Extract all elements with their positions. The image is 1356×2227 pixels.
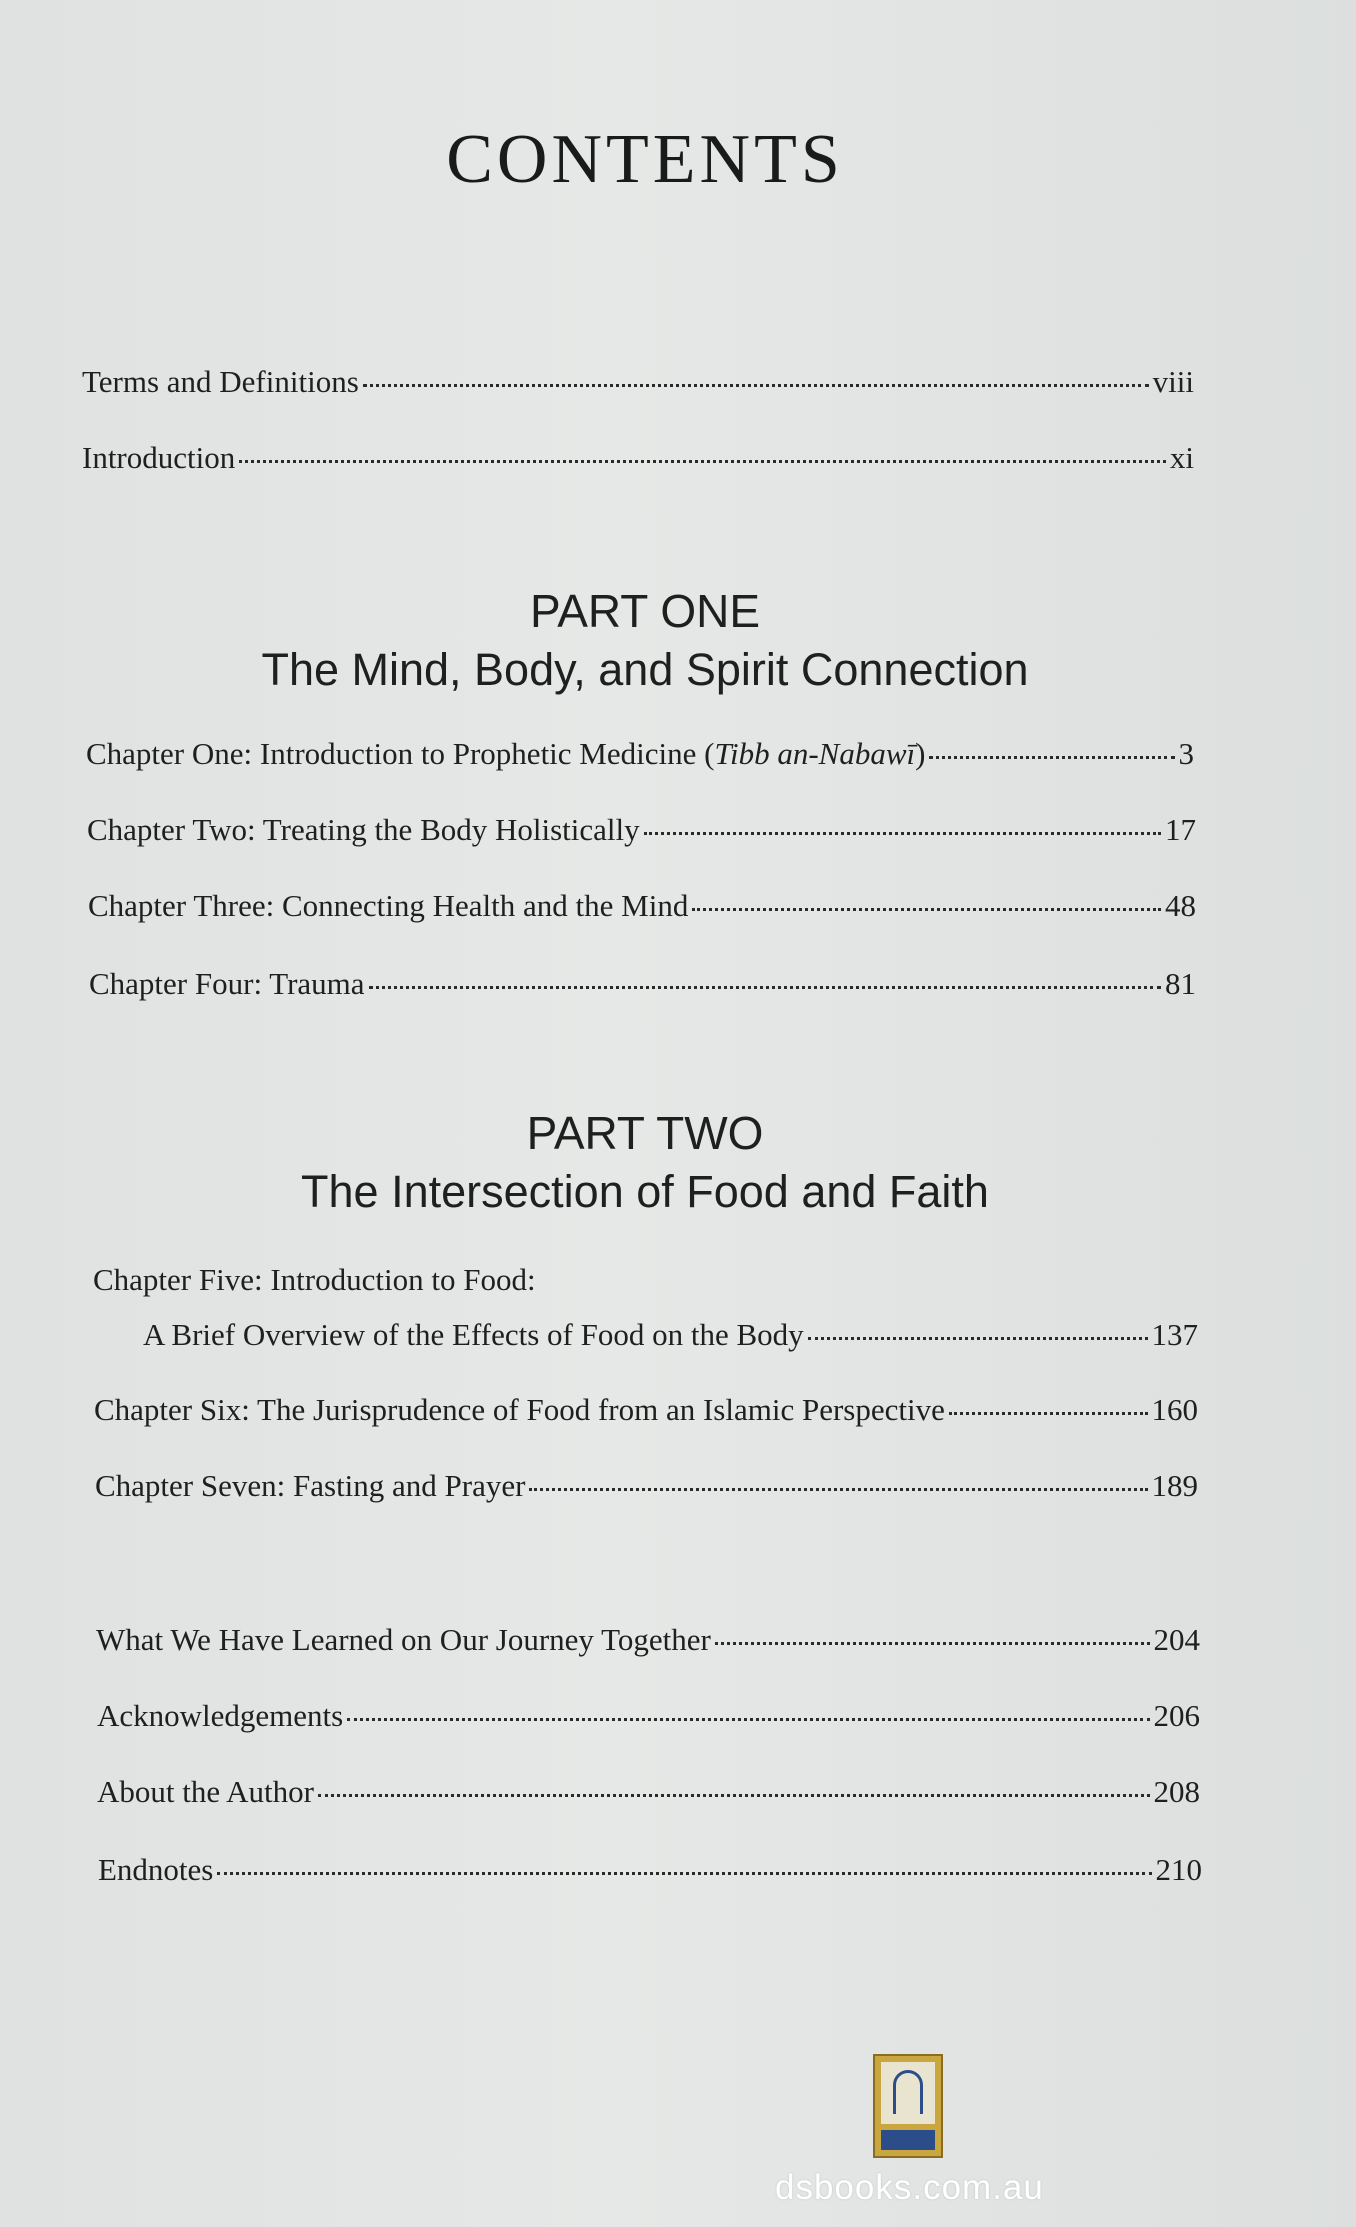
toc-entry-endnotes: Endnotes 210 [98,1852,1202,1887]
watermark-url: dsbooks.com.au [775,2168,1044,2207]
leader-dots [347,1718,1149,1721]
leader-dots [808,1337,1148,1340]
toc-entry-chapter-five-line1: Chapter Five: Introduction to Food: [93,1262,536,1297]
toc-entry-journey: What We Have Learned on Our Journey Together 204 [96,1622,1200,1657]
toc-entry-introduction: Introduction xi [82,440,1194,475]
part-one-label: PART ONE [529,585,761,637]
leader-dots [217,1872,1151,1875]
toc-entry-chapter-three: Chapter Three: Connecting Health and the Mind 48 [88,888,1196,923]
darussalam-logo-icon [873,2054,943,2158]
page-title: CONTENTS [446,121,844,198]
toc-entry-chapter-four: Chapter Four: Trauma 81 [89,966,1196,1001]
leader-dots [929,756,1174,759]
leader-dots [715,1642,1150,1645]
toc-entry-chapter-two: Chapter Two: Treating the Body Holistically 17 [87,812,1196,847]
leader-dots [363,384,1149,387]
toc-entry-acknowledgements: Acknowledgements 206 [97,1698,1200,1733]
toc-entry-about-author: About the Author 208 [97,1774,1200,1809]
toc-entry-chapter-seven: Chapter Seven: Fasting and Prayer 189 [95,1468,1198,1503]
toc-entry-chapter-one: Chapter One: Introduction to Prophetic Medicine (Tibb an-Nabawī) 3 [86,736,1194,771]
leader-dots [949,1412,1148,1415]
leader-dots [644,832,1161,835]
leader-dots [692,908,1161,911]
part-two-subtitle: The Intersection of Food and Faith [301,1166,989,1217]
leader-dots [529,1488,1147,1491]
leader-dots [369,986,1161,989]
toc-entry-chapter-five: A Brief Overview of the Effects of Food on the Body 137 [143,1317,1198,1352]
leader-dots [318,1794,1150,1797]
part-one-subtitle: The Mind, Body, and Spirit Connection [261,644,1029,695]
part-two-label: PART TWO [526,1107,764,1159]
leader-dots [239,460,1166,463]
toc-entry-terms: Terms and Definitions viii [82,364,1194,399]
toc-entry-chapter-six: Chapter Six: The Jurisprudence of Food from an Islamic Perspective 160 [94,1392,1198,1427]
